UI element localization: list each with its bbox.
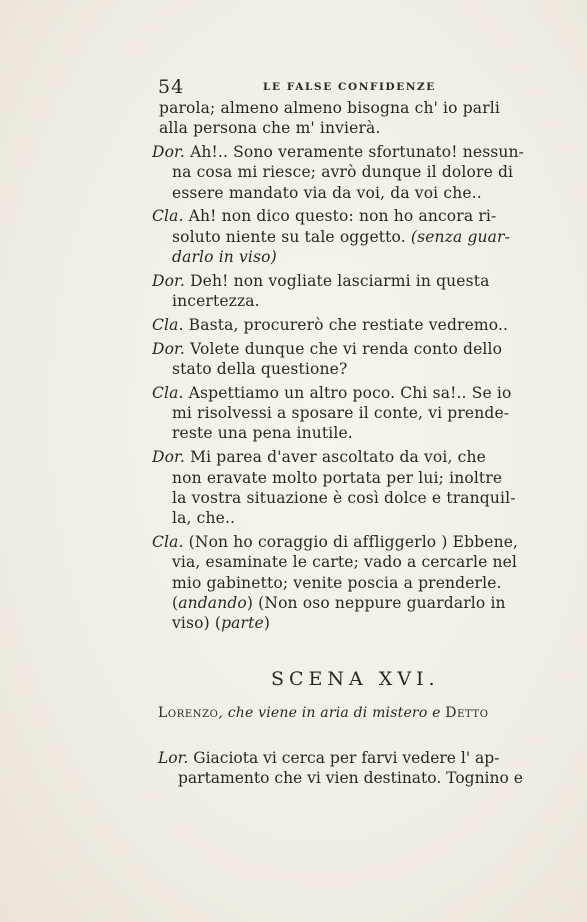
stage-direction: , che viene in aria di mistero e [218, 705, 446, 721]
text-line: soluto niente su tale oggetto. (senza guar- [172, 227, 510, 246]
scene-dialogue-block [158, 748, 558, 789]
text-line: darlo in viso) [172, 248, 277, 267]
dialogue-block [152, 98, 552, 633]
text-line: Cla. (Non ho coraggio di affliggerlo ) Ebbene, [152, 532, 519, 551]
text-line: mio gabinetto; venite poscia a prenderle. [172, 573, 502, 592]
text-line: Dor. Volete dunque che vi renda conto dello [152, 339, 503, 358]
text-line: parola; almeno almeno bisogna ch' io parli [159, 99, 500, 117]
text-line: stato della questione? [172, 360, 348, 379]
text-line: via, esaminate le carte; vado a cercarle nel [172, 553, 518, 572]
scene-heading: SCENA XVI. [271, 668, 440, 690]
text-line: Cla. Ah! non dico questo: non ho ancora ri- [152, 207, 497, 226]
text-line: na cosa mi riesce; avrò dunque il dolore di [172, 163, 514, 182]
text-line: Dor. Ah!.. Sono veramente sfortunato! nessun- [152, 143, 525, 162]
text-line: la, che.. [172, 509, 236, 528]
running-title: LE FALSE CONFIDENZE [263, 81, 436, 93]
text-line: Dor. Deh! non vogliate lasciarmi in questa [152, 271, 490, 290]
text-line: alla persona che m' invierà. [159, 119, 381, 138]
character-name: Detto [445, 705, 489, 721]
text-line: non eravate molto portata per lui; inoltre [172, 468, 503, 487]
text-line: Dor. Mi parea d'aver ascoltato da voi, che [152, 448, 486, 467]
text-line: Cla. Basta, procurerò che restiate vedremo.. [152, 315, 509, 334]
text-line: Lor. Giaciota vi cerca per farvi vedere l' ap- [158, 749, 500, 767]
text-line: la vostra situazione è così dolce e tranquil- [172, 488, 516, 507]
page-header [158, 76, 488, 100]
text-line: reste una pena inutile. [172, 424, 353, 443]
text-line: Cla. Aspettiamo un altro poco. Chi sa!.. Se io [152, 383, 512, 402]
text-line: viso) (parte) [172, 614, 271, 633]
text-line: partamento che vi vien destinato. Tognino e [178, 769, 523, 788]
scene-cast-line [158, 705, 489, 721]
text-line: mi risolvessi a sposare il conte, vi prende- [172, 404, 510, 423]
text-line: (andando) (Non oso neppure guardarlo in [172, 593, 506, 612]
character-name: Lorenzo [158, 705, 219, 721]
text-line: incertezza. [172, 292, 260, 311]
page-number: 54 [158, 76, 185, 98]
text-line: essere mandato via da voi, da voi che.. [172, 183, 482, 202]
